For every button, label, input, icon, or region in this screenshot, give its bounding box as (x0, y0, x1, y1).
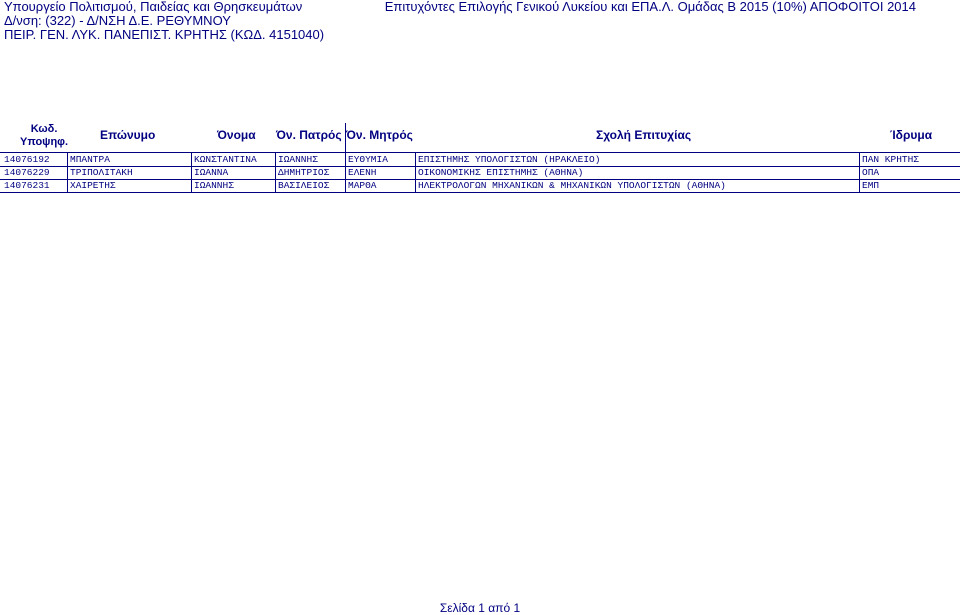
column-header-father: Όν. Πατρός (276, 128, 342, 142)
cell-father: ΔΗΜΗΤΡΙΟΣ (278, 168, 330, 178)
cell-institution: ΕΜΠ (862, 181, 880, 191)
column-divider (415, 153, 416, 193)
report-title: Επιτυχόντες Επιλογής Γενικού Λυκείου και ΕΠΑ.Λ. Ομάδας Β 2015 (10%) ΑΠΟΦΟΙΤΟΙ 2014 (384, 0, 916, 14)
ministry-header (4, 0, 324, 42)
cell-code: 14076231 (4, 181, 50, 191)
column-header-code (20, 123, 68, 149)
cell-surname: ΜΠΑΝΤΡΑ (70, 155, 110, 165)
cell-father: ΙΩΑΝΝΗΣ (278, 155, 318, 165)
cell-institution: ΟΠΑ (862, 168, 880, 178)
table-top-rule (0, 152, 960, 153)
cell-name: ΙΩΑΝΝΑ (194, 168, 229, 178)
column-divider (275, 153, 276, 193)
column-header-mother: Όν. Μητρός (346, 128, 413, 142)
cell-name: ΙΩΑΝΝΗΣ (194, 181, 234, 191)
cell-code: 14076192 (4, 155, 50, 165)
row-separator (0, 192, 960, 193)
column-divider (191, 153, 192, 193)
column-header-school: Σχολή Επιτυχίας (596, 128, 692, 142)
cell-surname: ΤΡΙΠΟΛΙΤΑΚΗ (70, 168, 133, 178)
cell-school: ΗΛΕΚΤΡΟΛΟΓΩΝ ΜΗΧΑΝΙΚΩΝ & ΜΗΧΑΝΙΚΩΝ ΥΠΟΛΟΓΙΣΤΩΝ (ΑΘΗΝΑ) (418, 181, 726, 191)
cell-mother: ΕΛΕΝΗ (348, 168, 377, 178)
column-header-surname: Επώνυμο (100, 128, 156, 142)
cell-father: ΒΑΣΙΛΕΙΟΣ (278, 181, 330, 191)
page-number: Σελίδα 1 από 1 (439, 601, 521, 615)
directorate-name: Δ/νση: (322) - Δ/ΝΣΗ Δ.Ε. ΡΕΘΥΜΝΟΥ (4, 13, 231, 28)
column-header-institution: Ίδρυμα (890, 128, 933, 142)
column-header-code-line1: Κωδ. (30, 123, 58, 135)
cell-mother: ΜΑΡΘΑ (348, 181, 377, 191)
cell-code: 14076229 (4, 168, 50, 178)
cell-name: ΚΩΝΣΤΑΝΤΙΝΑ (194, 155, 257, 165)
column-divider (345, 153, 346, 193)
row-separator (0, 179, 960, 180)
column-header-name: Όνομα (217, 128, 256, 142)
school-name: ΠΕΙΡ. ΓΕΝ. ΛΥΚ. ΠΑΝΕΠΙΣΤ. ΚΡΗΤΗΣ (ΚΩΔ. 4151040) (4, 27, 325, 42)
cell-institution: ΠΑΝ ΚΡΗΤΗΣ (862, 155, 920, 165)
cell-school: ΟΙΚΟΝΟΜΙΚΗΣ ΕΠΙΣΤΗΜΗΣ (ΑΘΗΝΑ) (418, 168, 584, 178)
cell-surname: ΧΑΙΡΕΤΗΣ (70, 181, 116, 191)
column-header-code-line2: Υποψηφ. (20, 136, 69, 148)
cell-school: ΕΠΙΣΤΗΜΗΣ ΥΠΟΛΟΓΙΣΤΩΝ (ΗΡΑΚΛΕΙΟ) (418, 155, 601, 165)
column-divider (345, 123, 346, 153)
cell-mother: ΕΥΘΥΜΙΑ (348, 155, 388, 165)
row-separator (0, 166, 960, 167)
column-divider (67, 153, 68, 193)
column-divider (859, 153, 860, 193)
ministry-name: Υπουργείο Πολιτισμού, Παιδείας και Θρησκευμάτων (4, 0, 303, 14)
